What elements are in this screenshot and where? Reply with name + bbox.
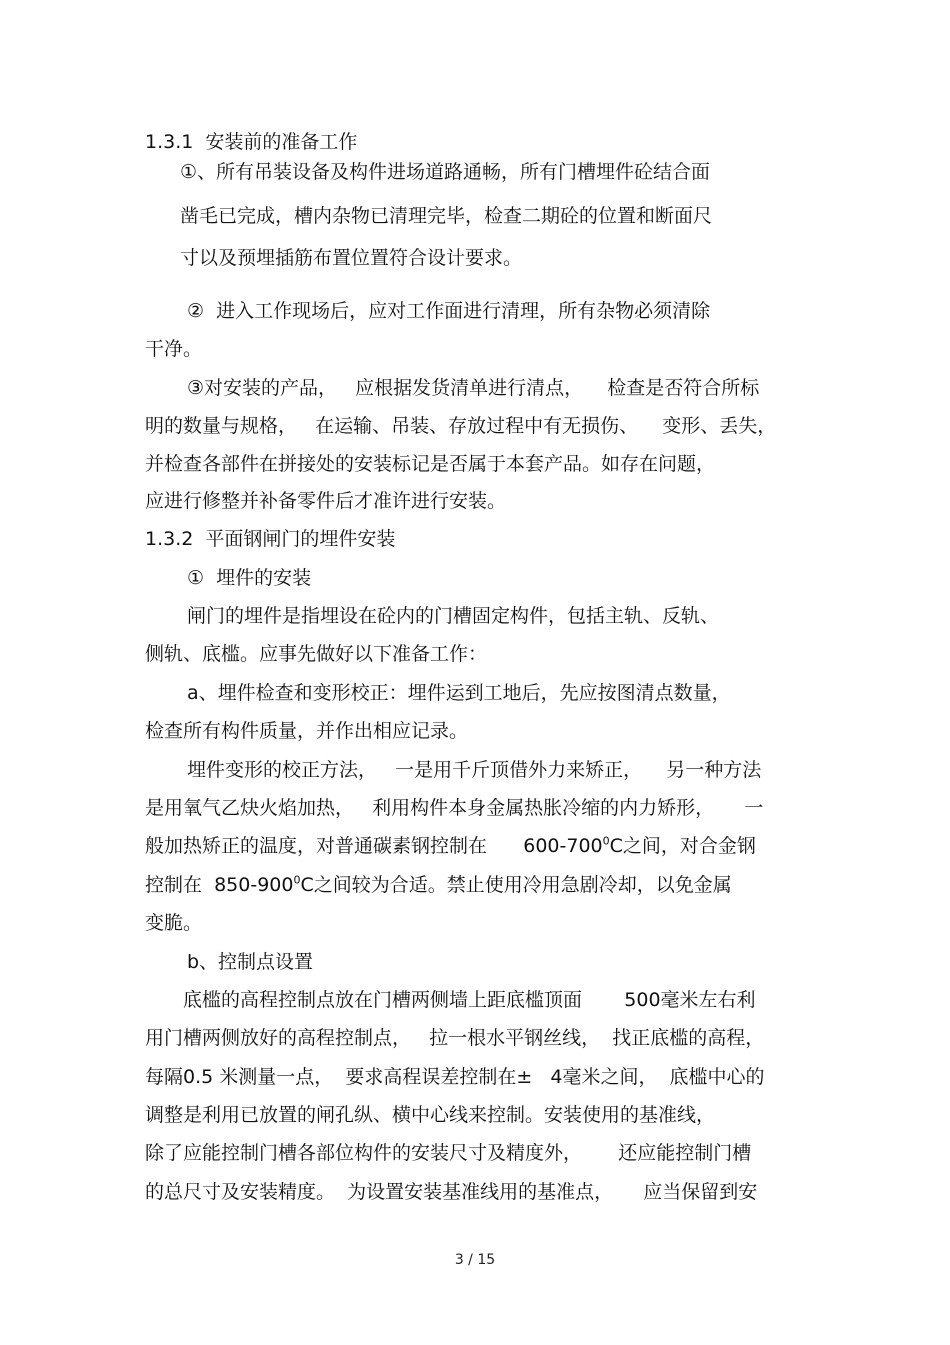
paragraph-line: 每隔0.5 米测量一点， 要求高程误差控制在± 4毫米之间， 底槛中心的 xyxy=(145,1066,765,1088)
paragraph-line-temperature xyxy=(145,873,732,897)
paragraph-line: 的总尺寸及安装精度。 为设置安装基准线用的基准点， 应当保留到安 xyxy=(145,1181,758,1203)
paragraph-line: 是用氧气乙炔火焰加热， 利用构件本身金属热胀冷缩的内力矫形， 一 xyxy=(145,797,764,819)
text-run: C之间较为合适。禁止使用冷用急剧冷却，以免金属 xyxy=(300,874,732,896)
paragraph-line: ③对安装的产品， 应根据发货清单进行清点， 检查是否符合所标 xyxy=(187,377,760,399)
paragraph-line: 闸门的埋件是指埋设在砼内的门槽固定构件，包括主轨、反轨、 xyxy=(187,605,720,627)
section-heading-1-3-2: 1.3.2 平面钢闸门的埋件安装 xyxy=(145,528,396,550)
paragraph-line: 凿毛已完成，槽内杂物已清理完毕，检查二期砼的位置和断面尺 xyxy=(180,205,713,227)
page-number: 3 / 15 xyxy=(454,1252,496,1268)
paragraph-line: 埋件变形的校正方法， 一是用千斤顶借外力来矫正， 另一种方法 xyxy=(187,759,762,781)
text-run: C之间，对合金钢 xyxy=(609,835,756,857)
paragraph-line: 变脆。 xyxy=(145,912,203,934)
paragraph-line: 除了应能控制门槽各部位构件的安装尺寸及精度外， 还应能控制门槽 xyxy=(145,1142,752,1164)
paragraph-line: 侧轨、底槛。应事先做好以下准备工作： xyxy=(145,643,488,665)
paragraph-line: 用门槽两侧放好的高程控制点， 拉一根水平钢丝线， 找正底槛的高程， xyxy=(145,1027,765,1049)
section-heading-1-3-1: 1.3.1 安装前的准备工作 xyxy=(145,131,358,153)
paragraph-line: 检查所有构件质量，并作出相应记录。 xyxy=(145,720,469,742)
paragraph-line: 应进行修整并补备零件后才准许进行安装。 xyxy=(145,490,507,512)
paragraph-line: 底槛的高程控制点放在门槽两侧墙上距底槛顶面 500毫米左右利 xyxy=(183,989,756,1011)
superscript-degree: 0 xyxy=(293,873,301,887)
subheading: b、控制点设置 xyxy=(187,951,314,973)
paragraph-line: 调整是利用已放置的闸孔纵、横中心线来控制。安装使用的基准线， xyxy=(145,1104,716,1126)
superscript-degree: 0 xyxy=(602,834,610,848)
text-run: 控制在 850-900 xyxy=(145,874,294,896)
paragraph-line: ② 进入工作现场后，应对工作面进行清理，所有杂物必须清除 xyxy=(187,300,711,322)
paragraph-line: 寸以及预埋插筋布置位置符合设计要求。 xyxy=(180,247,523,269)
text-run: 般加热矫正的温度，对普通碳素钢控制在 600-700 xyxy=(145,835,603,857)
paragraph-line: 干净。 xyxy=(145,338,203,360)
paragraph-line: a、埋件检查和变形校正：埋件运到工地后，先应按图清点数量， xyxy=(187,682,731,704)
subheading: ① 埋件的安装 xyxy=(187,567,312,589)
paragraph-line-temperature xyxy=(145,834,756,858)
paragraph-line: 并检查各部件在拼接处的安装标记是否属于本套产品。如存在问题， xyxy=(145,453,716,475)
paragraph-line: 明的数量与规格， 在运输、吊装、存放过程中有无损伤、 变形、丢失， xyxy=(145,415,777,437)
paragraph-line: ①、所有吊装设备及构件进场道路通畅，所有门槽埋件砼结合面 xyxy=(180,161,711,183)
